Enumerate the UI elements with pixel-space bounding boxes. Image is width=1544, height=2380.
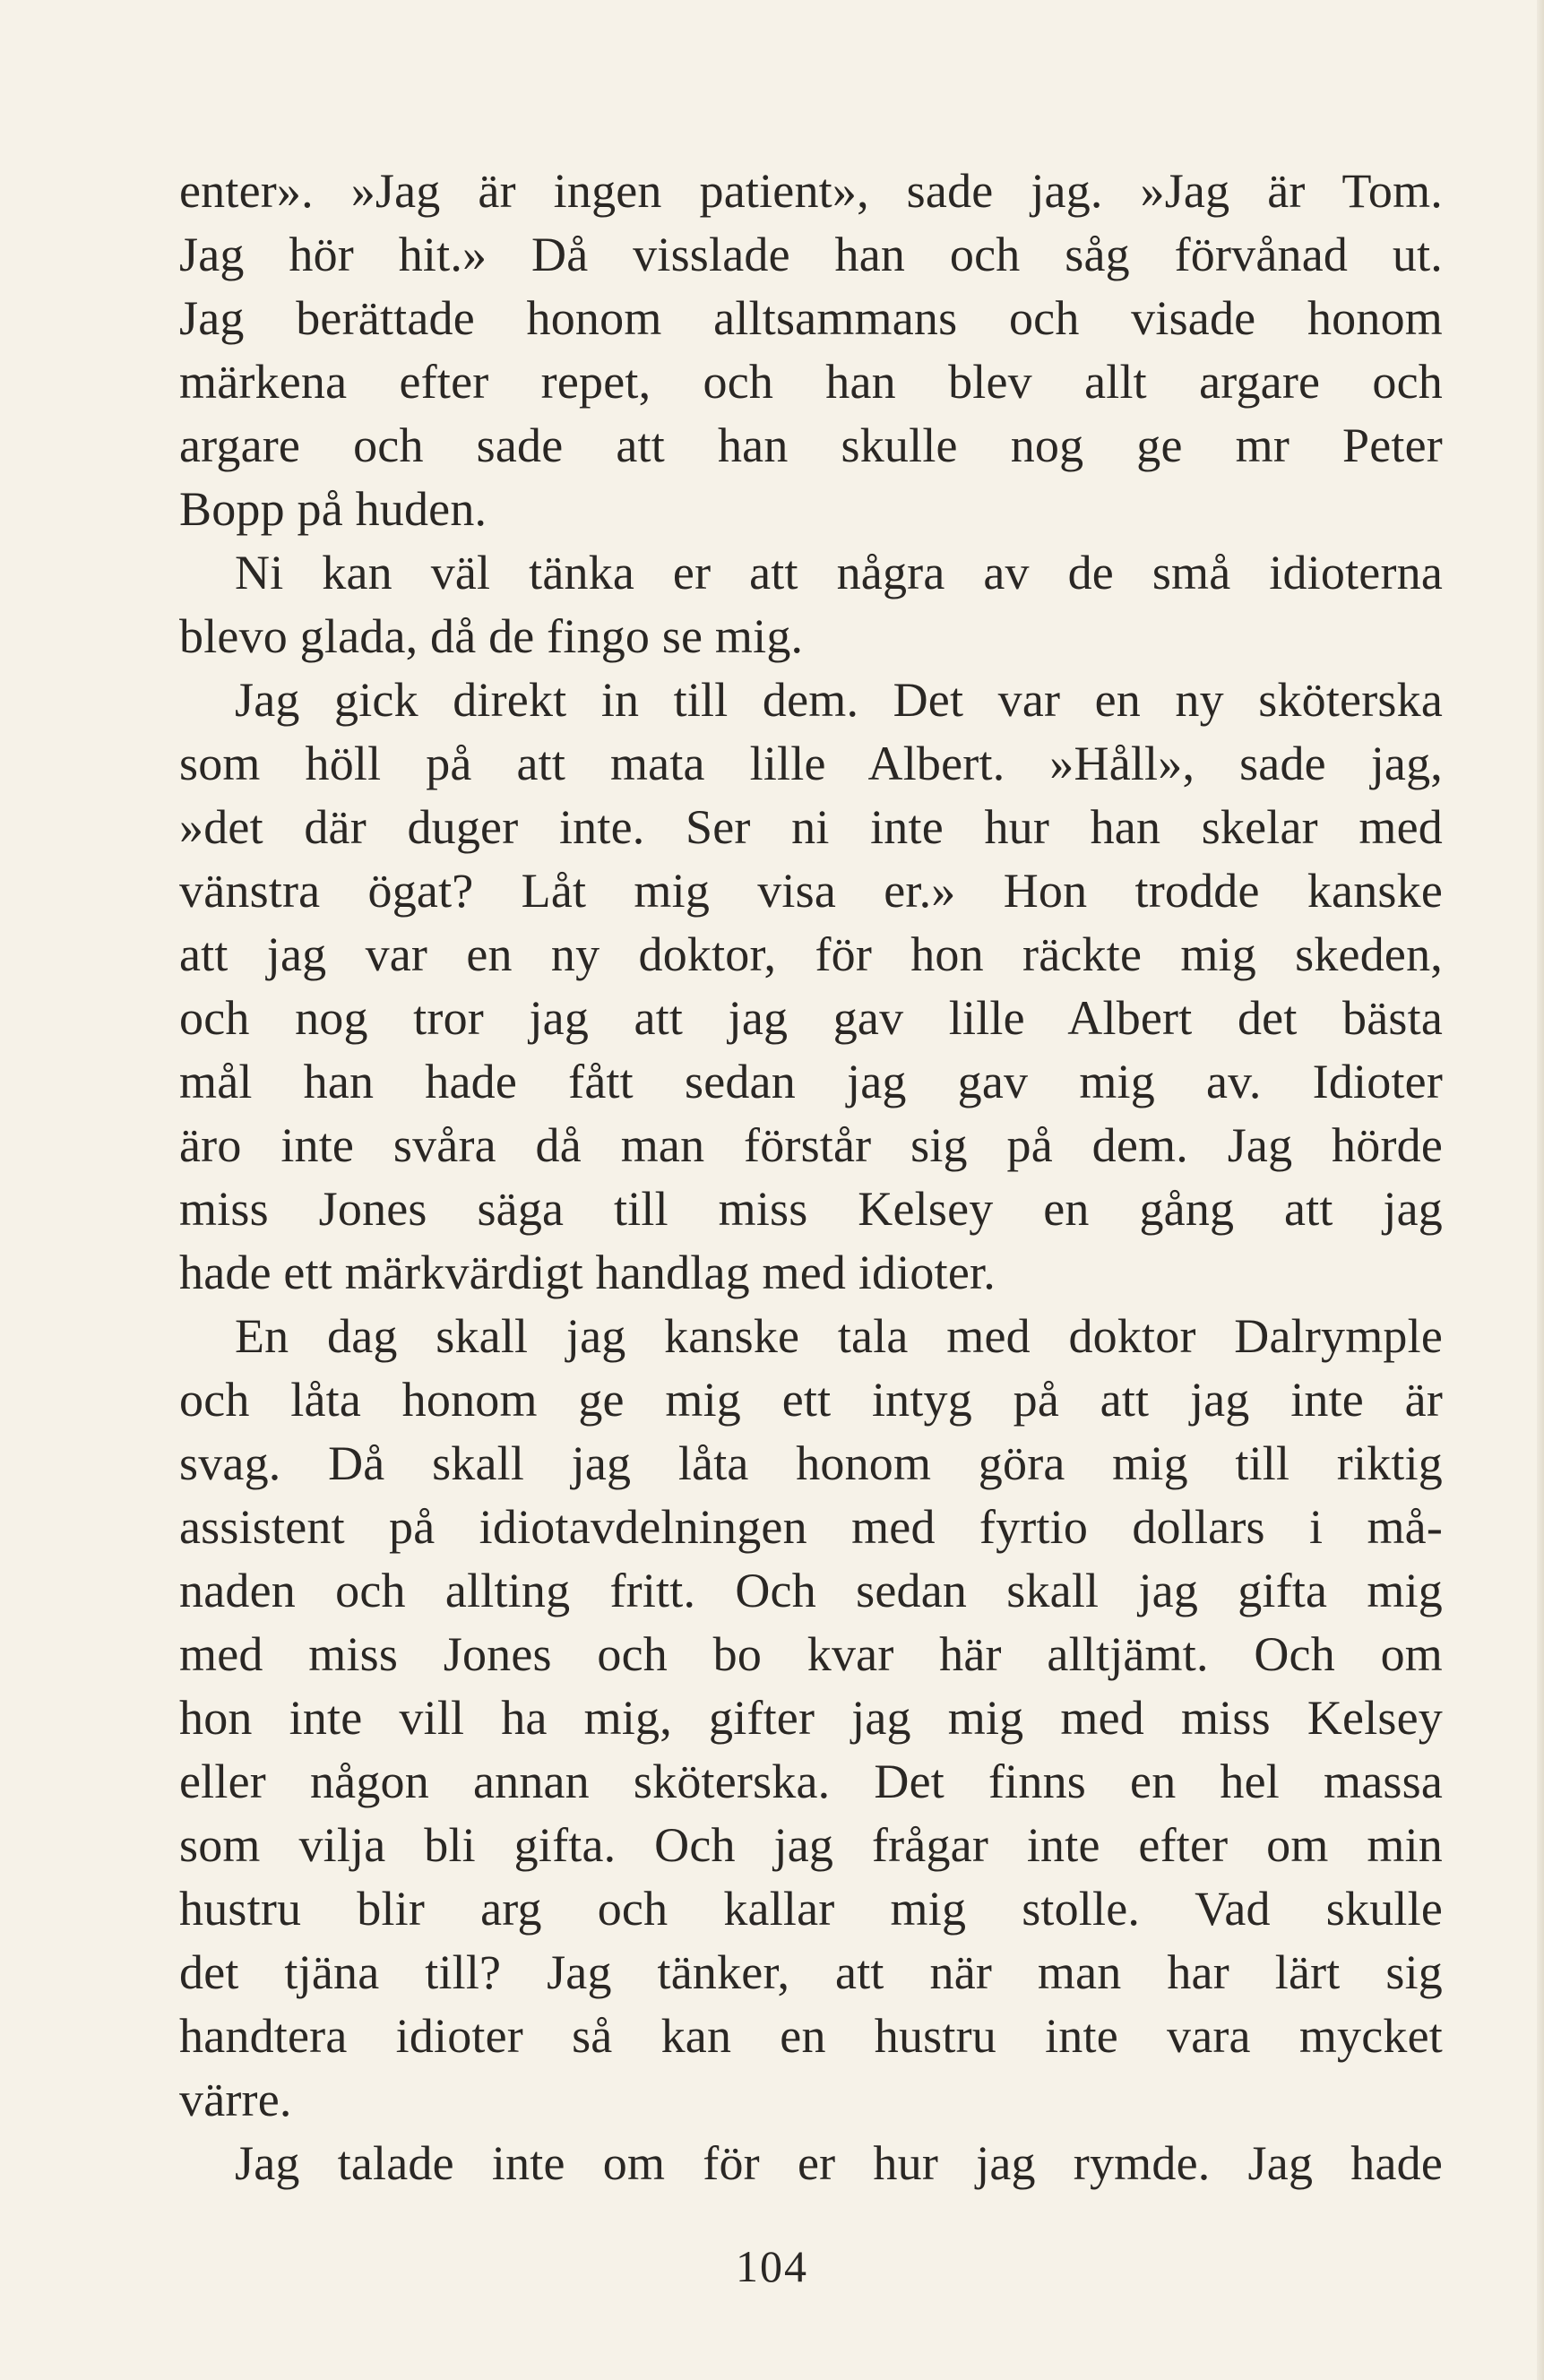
text-line: Jag berättade honom alltsammans och visade honom	[179, 291, 1443, 345]
text-line: naden och allting fritt. Och sedan skall jag gifta mig	[179, 1564, 1443, 1617]
text-line: hade ett märkvärdigt handlag med idioter.	[179, 1246, 996, 1299]
text-line: med miss Jones och bo kvar här alltjämt. Och om	[179, 1627, 1443, 1681]
text-line: miss Jones säga till miss Kelsey en gång att jag	[179, 1182, 1443, 1236]
text-line: vänstra ögat? Låt mig visa er.» Hon trodde kanske	[179, 864, 1443, 918]
page-number: 104	[736, 2241, 808, 2291]
text-line: och nog tror jag att jag gav lille Albert det bästa	[179, 991, 1443, 1045]
text-line: värre.	[179, 2073, 292, 2126]
text-line: märkena efter repet, och han blev allt argare och	[179, 355, 1443, 409]
text-line: handtera idioter så kan en hustru inte vara mycket	[179, 2009, 1443, 2063]
text-line: Jag talade inte om för er hur jag rymde. Jag hade	[235, 2136, 1443, 2190]
text-line: blevo glada, då de fingo se mig.	[179, 609, 804, 663]
text-line: Jag hör hit.» Då visslade han och såg förvånad ut.	[179, 228, 1443, 281]
text-line: hustru blir arg och kallar mig stolle. Vad skulle	[179, 1882, 1443, 1936]
text-line: enter». »Jag är ingen patient», sade jag. »Jag är Tom.	[179, 164, 1443, 218]
text-line: »det där duger inte. Ser ni inte hur han skelar med	[179, 800, 1443, 854]
text-line: som höll på att mata lille Albert. »Håll», sade jag,	[179, 737, 1443, 790]
text-line: och låta honom ge mig ett intyg på att jag inte är	[179, 1373, 1443, 1427]
text-line: assistent på idiotavdelningen med fyrtio dollars i må-	[179, 1500, 1443, 1554]
text-line: mål han hade fått sedan jag gav mig av. Idioter	[179, 1055, 1443, 1108]
text-line: En dag skall jag kanske tala med doktor Dalrymple	[235, 1309, 1443, 1363]
text-line: eller någon annan sköterska. Det finns en hel massa	[179, 1755, 1443, 1808]
text-line: det tjäna till? Jag tänker, att när man har lärt sig	[179, 1945, 1443, 1999]
text-line: Bopp på huden.	[179, 482, 487, 536]
text-line: som vilja bli gifta. Och jag frågar inte efter om min	[179, 1818, 1443, 1872]
text-line: Ni kan väl tänka er att några av de små idioterna	[235, 546, 1443, 599]
text-line: att jag var en ny doktor, för hon räckte mig skeden,	[179, 927, 1443, 981]
text-line: hon inte vill ha mig, gifter jag mig med miss Kelsey	[179, 1691, 1443, 1745]
text-line: Jag gick direkt in till dem. Det var en ny sköterska	[235, 673, 1443, 727]
page-edge	[1537, 0, 1544, 2380]
text-line: svag. Då skall jag låta honom göra mig till riktig	[179, 1436, 1443, 1490]
body-text	[179, 160, 1443, 2195]
text-line: äro inte svåra då man förstår sig på dem. Jag hörde	[179, 1118, 1443, 1172]
text-line: argare och sade att han skulle nog ge mr Peter	[179, 418, 1443, 472]
